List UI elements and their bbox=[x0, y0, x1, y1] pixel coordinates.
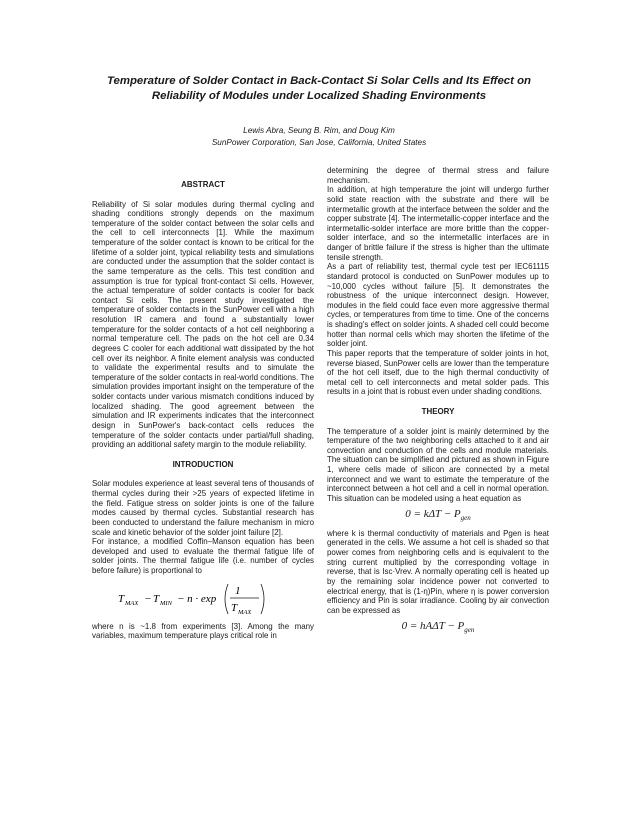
abstract-text: Reliability of Si solar modules during thermal cycling and shading conditions strongly depends on the maximum temperature of the solder contact between the solar cells and the cell to cell interconnects [1]. While the maximum temperature of the solder contact is known to be critical for the lifetime of a solder joint, typical reliability tests and simulations are conducted under the assumption that the solder contact is the same temperature as the cells. This test condition and assumption is true for typical front-contact Si cells. However, the actual temperature of solder contacts is cooler for back contact Si cells. The present study investigated the temperature of solder contacts in the SunPower cell with a high resolution IR camera and found a substantially lower temperature for the solder contacts of a hot cell neighboring a normal temperature cell. The pads on the hot cell are 0.34 degrees C cooler for each additional watt dissipated by the hot cell over its neighbor. A finite element analysis was conducted to validate the experimental results and to simulate the temperature of the solder contacts in real-world conditions. The simulation provides important insight on the temperature of the solder contacts under various mismatch conditions induced by localized shading. The good agreement between the simulation and IR experiments indicates that the interconnect design in SunPower's back-contact cells reduces the temperature of the solder contacts under partial/full shading, providing an additional safety margin to the module reliability. bbox=[92, 199, 314, 450]
eq-tmin: T bbox=[153, 592, 160, 605]
eq-denominator: T bbox=[231, 601, 238, 614]
eq-minus-n-exp: − n · exp bbox=[177, 592, 217, 605]
coffin-manson-equation bbox=[92, 576, 314, 622]
eq-denominator-sub: MAX bbox=[238, 608, 252, 616]
heat-equation-main: 0 = kΔT − P bbox=[405, 507, 461, 520]
eq-tmax: T bbox=[118, 592, 125, 605]
title-line-1: Temperature of Solder Contact in Back-Contact Si Solar Cells and Its Effect on bbox=[106, 75, 532, 87]
right-paragraph-4: This paper reports that the temperature of solder joints in hot, reverse biased, SunPower cells are lower than the temperature of the hot cell itself, due to the high thermal conductivity of metal cell to cell interconnects and metal solder pads. This results in a joint that is robust even under shading conditions. bbox=[327, 348, 549, 397]
paper-title bbox=[62, 74, 576, 104]
authors: Lewis Abra, Seung B. Rim, and Doug Kim bbox=[243, 126, 395, 135]
right-paragraph-2: In addition, at high temperature the joint will undergo further solid state reaction with the substrate and there will be intermetallic growth at the interface between the solder and the copper substrate [4]. The intermetallic-copper interface and the intermetallic-solder interface are more brittle than the copper-solder interface, and so the intermetallic interfaces are in danger of brittle failure if the stress is higher than the ultimate tensile strength. bbox=[327, 185, 549, 262]
affiliation: SunPower Corporation, San Jose, California, United States bbox=[211, 137, 427, 147]
title-line-2: Reliability of Modules under Localized Shading Environments bbox=[151, 90, 487, 102]
right-column bbox=[327, 166, 549, 642]
coffin-manson-svg bbox=[92, 576, 314, 622]
abstract-heading: ABSTRACT bbox=[181, 180, 225, 189]
eq-tmin-sub: MIN bbox=[160, 599, 172, 607]
introduction-paragraph-2: For instance, a modified Coffin–Manson equation has been developed and used to evaluate the thermal fatigue life of solder joints. The thermal fatigue life (i.e. number of cycles before failure) is proportional to bbox=[92, 537, 314, 576]
convection-equation-main: 0 = hAΔT − P bbox=[401, 620, 465, 633]
left-column bbox=[92, 166, 314, 641]
author-block bbox=[62, 125, 576, 148]
right-paragraph-1: determining the degree of thermal stress and failure mechanism. bbox=[327, 166, 549, 185]
convection-equation bbox=[327, 619, 549, 637]
theory-paragraph-2: where k is thermal conductivity of materials and Pgen is heat generated in the cells. We assume a hot cell is shaded so that power comes from neighboring cells and is equivalent to the string current multiplied by the corresponding voltage in reverse, that is Isc·Vrev. A normally operating cell is heated up by the remaining solar incidence power not converted to electrical energy, that is (1-η)Pin, where η is power conversion efficiency and Pin is solar irradiance. Cooling by air convection can be expressed as bbox=[327, 528, 549, 615]
introduction-heading: INTRODUCTION bbox=[172, 459, 234, 469]
introduction-paragraph-1: Solar modules experience at least several tens of thousands of thermal cycles during their >25 years of expected lifetime in the field. Fatigue stress on solder joints is one of the failure modes caused by thermal cycles. Substantial research has been conducted to understand the failure mechanism in micro scale and kinetic behavior of the solder joint failure [2]. bbox=[92, 479, 314, 537]
eq-minus-1: − bbox=[144, 592, 152, 605]
right-paragraph-3: As a part of reliability test, thermal cycle test per IEC61115 standard protocol is conducted on SunPower modules up to ~10,000 cycles without failure [5]. It demonstrates the robustness of the unique interconnect design. However, modules in the field could face even more aggressive thermal cycles, or temperatures from time to time. One of the concerns is shading's effect on solder joints. A shaded cell could become hotter than normal cells which may shorten the lifetime of the solder joint. bbox=[327, 262, 549, 349]
theory-heading: THEORY bbox=[421, 407, 455, 416]
eq-numerator: 1 bbox=[235, 584, 241, 597]
heat-equation bbox=[327, 507, 549, 525]
left-paren bbox=[225, 584, 228, 614]
convection-equation-sub: gen bbox=[464, 626, 475, 635]
theory-paragraph-1: The temperature of a solder joint is mainly determined by the temperature of the two neighboring cells attached to it and air convection and conduction of the cells and module materials. The situation can be simplified and pictured as shown in Figure 1, where cells made of silicon are connected by a metal interconnect and we want to estimate the temperature of the interconnect between a hot cell and a cell in normal operation. This situation can be modeled using a heat equation as bbox=[327, 426, 549, 503]
heat-equation-sub: gen bbox=[460, 513, 471, 522]
introduction-paragraph-3: where n is ~1.8 from experiments [3]. Among the many variables, maximum temperature plays critical role in bbox=[92, 621, 314, 641]
right-paren bbox=[261, 584, 264, 614]
eq-tmax-sub: MAX bbox=[125, 599, 139, 607]
